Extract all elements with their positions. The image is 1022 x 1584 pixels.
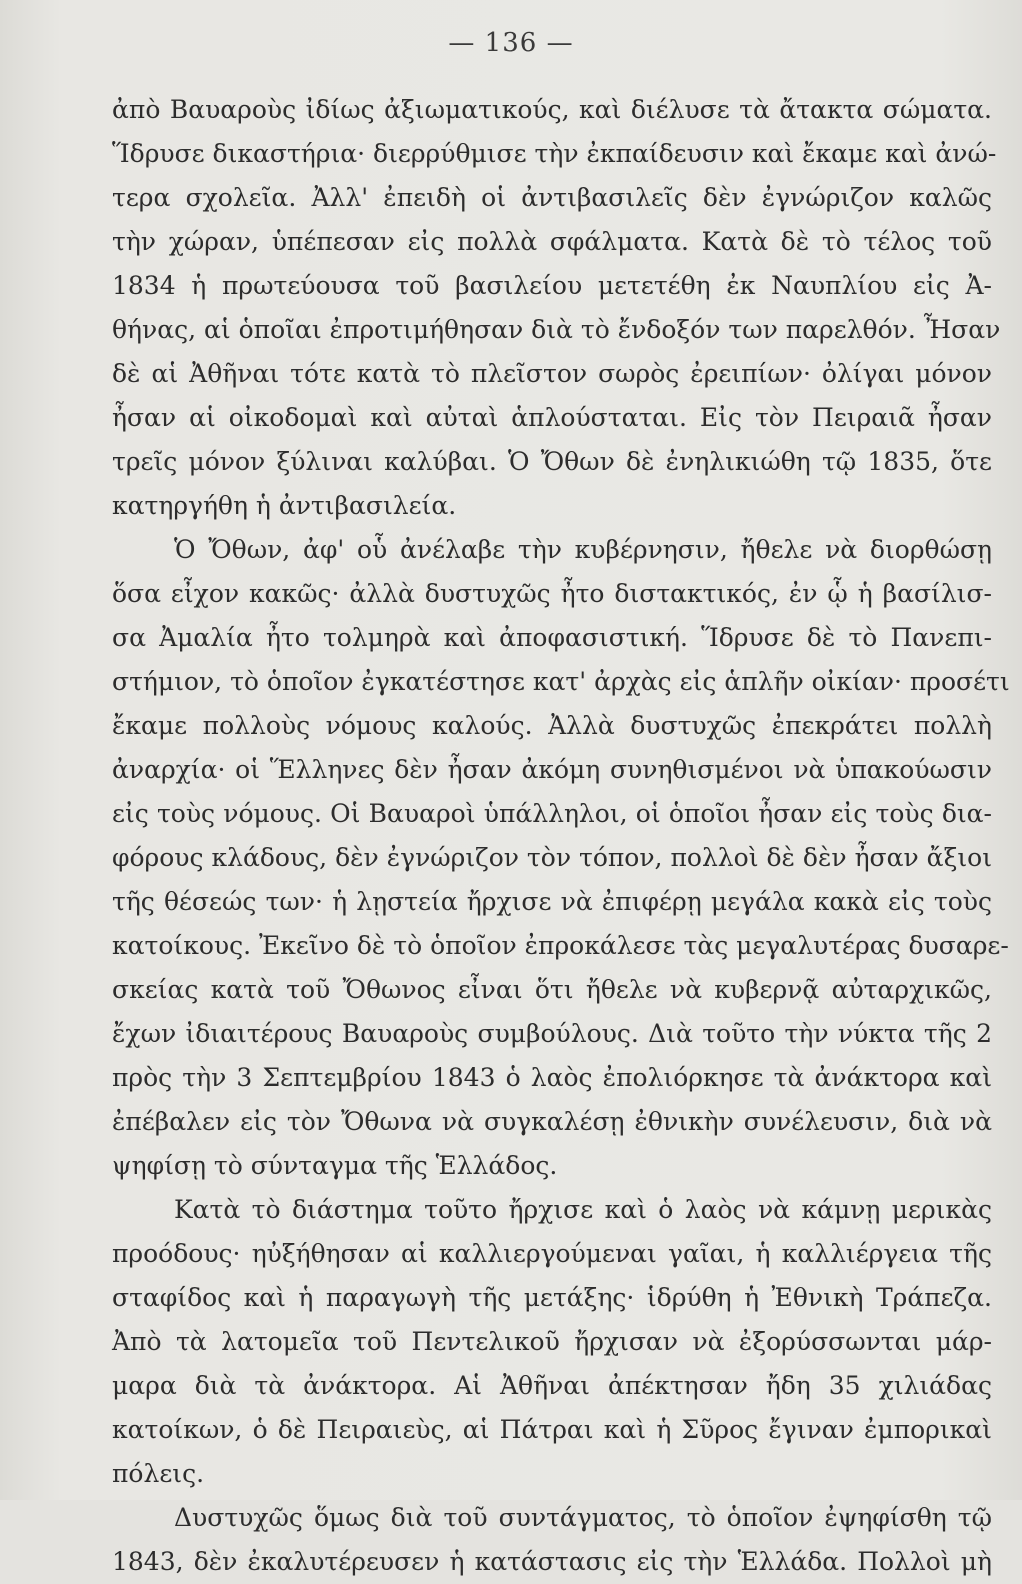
text-line: ἀναρχία· οἱ Ἕλληνες δὲν ἦσαν ἀκόμη συνηθισμένοι νὰ ὑπακούωσιν [112,755,992,784]
text-line: πρὸς τὴν 3 Σεπτεμβρίου 1843 ὁ λαὸς ἐπολιόρκησε τὰ ἀνάκτορα καὶ [112,1063,992,1092]
text-line: ἀπὸ Βαυαροὺς ἰδίως ἀξιωματικούς, καὶ διέλυσε τὰ ἄτακτα σώματα. [112,95,992,124]
text-line: Δυστυχῶς ὅμως διὰ τοῦ συντάγματος, τὸ ὁποῖον ἐψηφίσθη τῷ [174,1503,992,1532]
text-line: προόδους· ηὐξήθησαν αἱ καλλιεργούμεναι γαῖαι, ἡ καλλιέργεια τῆς [112,1239,992,1268]
text-line: ἦσαν αἱ οἰκοδομαὶ καὶ αὐταὶ ἁπλούσταται. Εἰς τὸν Πειραιᾶ ἦσαν [112,403,992,432]
text-line: κατοίκους. Ἐκεῖνο δὲ τὸ ὁποῖον ἐπροκάλεσε τὰς μεγαλυτέρας δυσαρε- [112,931,1009,960]
text-line: στήμιον, τὸ ὁποῖον ἐγκατέστησε κατ' ἀρχὰς εἰς ἁπλῆν οἰκίαν· προσέτι [112,667,1010,696]
text-line: κατηργήθη ἡ ἀντιβασιλεία. [112,491,457,520]
text-line: ὅσα εἶχον κακῶς· ἀλλὰ δυστυχῶς ἦτο διστακτικός, ἐν ᾧ ἡ βασίλισ- [112,579,992,608]
text-line: ἔχων ἰδιαιτέρους Βαυαροὺς συμβούλους. Διὰ τοῦτο τὴν νύκτα τῆς 2 [112,1019,992,1048]
text-line: σα Ἀμαλία ἦτο τολμηρὰ καὶ ἀποφασιστική. Ἵδρυσε δὲ τὸ Πανεπι- [112,623,992,652]
text-line: Κατὰ τὸ διάστημα τοῦτο ἤρχισε καὶ ὁ λαὸς νὰ κάμνῃ μερικὰς [174,1195,992,1224]
text-line: τῆς θέσεώς των· ἡ λῃστεία ἤρχισε νὰ ἐπιφέρῃ μεγάλα κακὰ εἰς τοὺς [112,887,992,916]
text-line: Ἵδρυσε δικαστήρια· διερρύθμισε τὴν ἐκπαίδευσιν καὶ ἔκαμε καὶ ἀνώ- [112,139,997,168]
text-line: ἐπέβαλεν εἰς τὸν Ὄθωνα νὰ συγκαλέσῃ ἐθνικὴν συνέλευσιν, διὰ νὰ [112,1107,992,1136]
text-line: ἔκαμε πολλοὺς νόμους καλούς. Ἀλλὰ δυστυχῶς ἐπεκράτει πολλὴ [112,711,992,740]
text-line: 1834 ἡ πρωτεύουσα τοῦ βασιλείου μετετέθη ἐκ Ναυπλίου εἰς Ἀ- [112,271,992,300]
text-line: τερα σχολεῖα. Ἀλλ' ἐπειδὴ οἱ ἀντιβασιλεῖς δὲν ἐγνώριζον καλῶς [112,183,992,212]
text-line: Ὁ Ὄθων, ἀφ' οὗ ἀνέλαβε τὴν κυβέρνησιν, ἤθελε νὰ διορθώσῃ [174,535,992,564]
text-line: τρεῖς μόνον ξύλιναι καλύβαι. Ὁ Ὄθων δὲ ἐνηλικιώθη τῷ 1835, ὅτε [112,447,992,476]
text-line: φόρους κλάδους, δὲν ἐγνώριζον τὸν τόπον, πολλοὶ δὲ δὲν ἦσαν ἄξιοι [112,843,992,872]
text-line: τὴν χώραν, ὑπέπεσαν εἰς πολλὰ σφάλματα. Κατὰ δὲ τὸ τέλος τοῦ [112,227,992,256]
text-line: κατοίκων, ὁ δὲ Πειραιεὺς, αἱ Πάτραι καὶ ἡ Σῦρος ἔγιναν ἐμπορικαὶ [112,1415,992,1444]
text-line: δὲ αἱ Ἀθῆναι τότε κατὰ τὸ πλεῖστον σωρὸς ἐρειπίων· ὀλίγαι μόνον [112,359,992,388]
text-line: θήνας, αἱ ὁποῖαι ἐπροτιμήθησαν διὰ τὸ ἔνδοξόν των παρελθόν. Ἦσαν [112,315,1001,344]
text-line: 1843, δὲν ἐκαλυτέρευσεν ἡ κατάστασις εἰς τὴν Ἑλλάδα. Πολλοὶ μὴ [112,1547,992,1576]
page-number: — 136 — [448,28,574,58]
text-line: Ἀπὸ τὰ λατομεῖα τοῦ Πεντελικοῦ ἤρχισαν νὰ ἐξορύσσωνται μάρ- [112,1327,992,1356]
text-line: εἰς τοὺς νόμους. Οἱ Βαυαροὶ ὑπάλληλοι, οἱ ὁποῖοι ἦσαν εἰς τοὺς δια- [112,799,992,828]
text-line: μαρα διὰ τὰ ἀνάκτορα. Αἱ Ἀθῆναι ἀπέκτησαν ἤδη 35 χιλιάδας [112,1371,992,1400]
text-line: σκείας κατὰ τοῦ Ὄθωνος εἶναι ὅτι ἤθελε νὰ κυβερνᾷ αὐταρχικῶς, [112,975,992,1004]
text-line: πόλεις. [112,1459,205,1488]
text-line: σταφίδος καὶ ἡ παραγωγὴ τῆς μετάξης· ἱδρύθη ἡ Ἐθνικὴ Τράπεζα. [112,1283,992,1312]
text-line: ψηφίσῃ τὸ σύνταγμα τῆς Ἑλλάδος. [112,1151,558,1180]
body-text [112,88,1010,1584]
